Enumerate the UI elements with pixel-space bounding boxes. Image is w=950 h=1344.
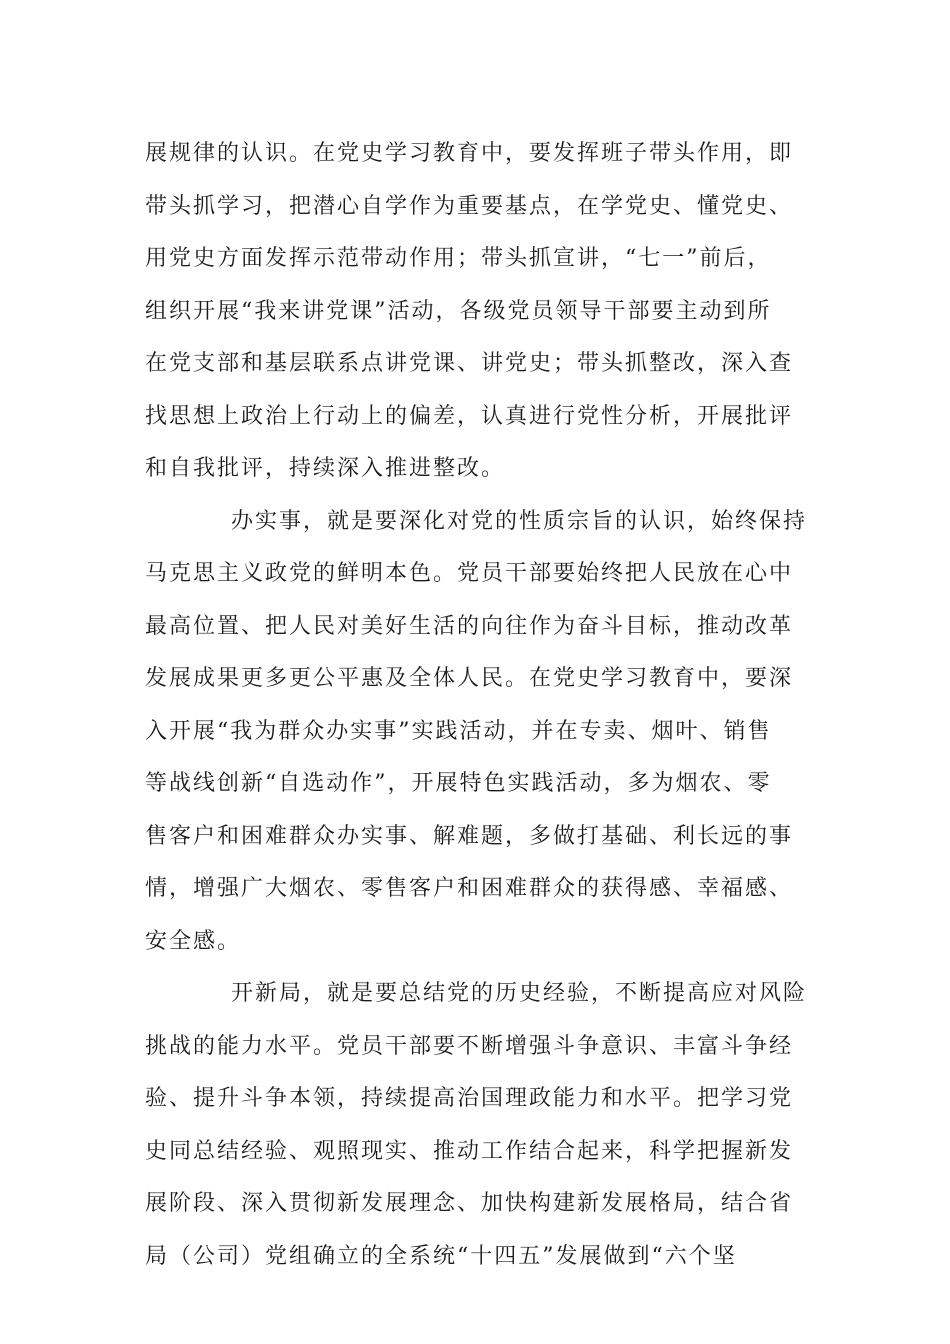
paragraph-2 bbox=[145, 496, 808, 969]
text-line: 史同总结经验、观照现实、推动工作结合起来，科学把握新发 bbox=[145, 1138, 794, 1164]
text-line: 发展成果更多更公平惠及全体人民。在党史学习教育中，要深 bbox=[145, 666, 794, 691]
text-line: 找思想上政治上行动上的偏差，认真进行党性分析，开展批评 bbox=[145, 403, 794, 429]
text-line: 售客户和困难群众办实事、解难题，多做打基础、利长远的事 bbox=[145, 823, 794, 849]
text-line: 组织开展“我来讲党课”活动，各级党员领导干部要主动到所 bbox=[145, 298, 772, 324]
text-line: 用党史方面发挥示范带动作用；带头抓宣讲，“七一”前后， bbox=[145, 246, 772, 271]
text-line: 带头抓学习，把潜心自学作为重要基点，在学党史、懂党史、 bbox=[145, 193, 794, 219]
text-line: 验、提升斗争本领，持续提高治国理政能力和水平。把学习党 bbox=[145, 1086, 794, 1111]
text-line: 最高位置、把人民对美好生活的向往作为奋斗目标，推动改革 bbox=[145, 613, 794, 639]
text-line: 展规律的认识。在党史学习教育中，要发挥班子带头作用，即 bbox=[145, 141, 794, 166]
text-line: 情，增强广大烟农、零售客户和困难群众的获得感、幸福感、 bbox=[145, 876, 794, 901]
paragraph-1 bbox=[145, 128, 805, 496]
text-line: 局（公司）党组确立的全系统“十四五”发展做到“六个坚 bbox=[145, 1243, 737, 1269]
text-line: 安全感。 bbox=[145, 928, 242, 954]
text-line: 马克思主义政党的鲜明本色。党员干部要始终把人民放在心中 bbox=[145, 561, 794, 586]
text-line: 展阶段、深入贯彻新发展理念、加快构建新发展格局，结合省 bbox=[145, 1191, 794, 1216]
document-body bbox=[145, 128, 808, 1283]
text-line: 和自我批评，持续深入推进整改。 bbox=[145, 456, 506, 481]
text-line: 在党支部和基层联系点讲党课、讲党史；带头抓整改，深入查 bbox=[145, 351, 794, 376]
text-line: 入开展“我为群众办实事”实践活动，并在专卖、烟叶、销售 bbox=[145, 718, 772, 744]
text-line: 等战线创新“自选动作”，开展特色实践活动，多为烟农、零 bbox=[145, 771, 772, 796]
paragraph-3 bbox=[145, 968, 808, 1283]
text-line: 办实事，就是要深化对党的性质宗旨的认识，始终保持 bbox=[231, 508, 808, 534]
text-line: 开新局，就是要总结党的历史经验，不断提高应对风险 bbox=[231, 981, 808, 1006]
text-line: 挑战的能力水平。党员干部要不断增强斗争意识、丰富斗争经 bbox=[145, 1033, 794, 1059]
